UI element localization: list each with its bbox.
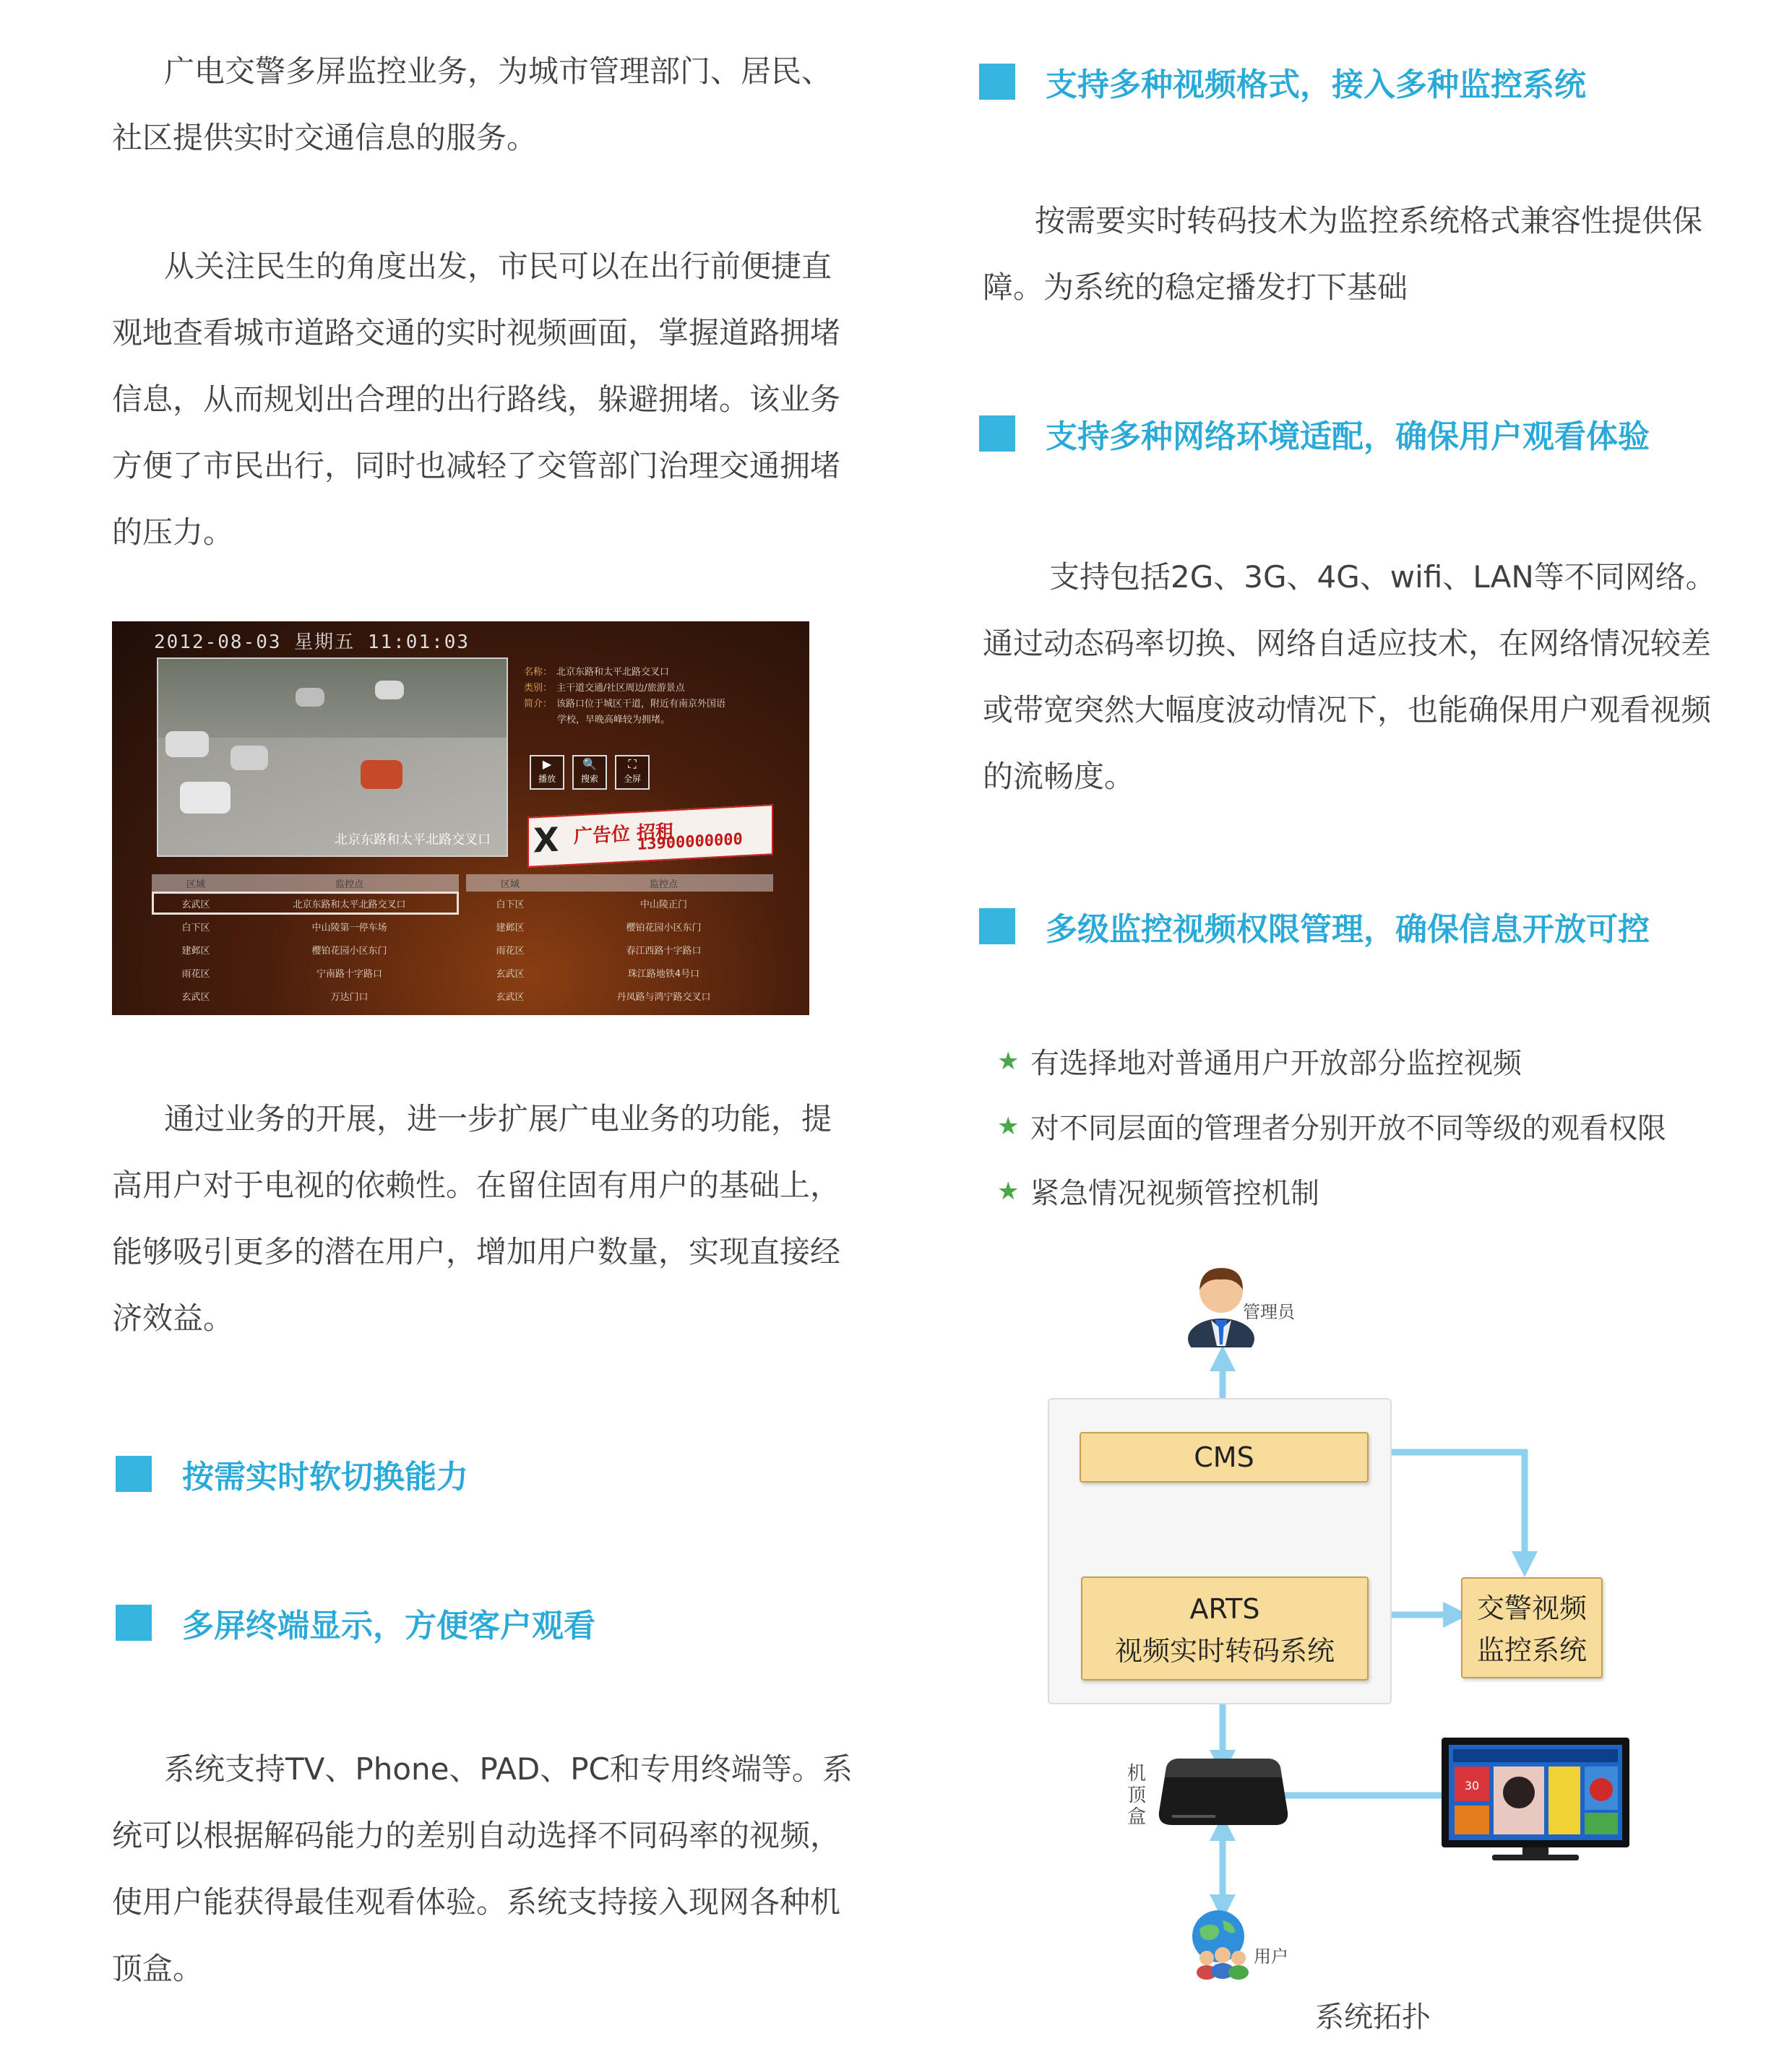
user-globe-icon [1185,1907,1257,1980]
heading-text: 多级监控视频权限管理，确保信息开放可控 [1046,911,1650,948]
bullet-text: 对不同层面的管理者分别开放不同等级的观看权限 [1030,1112,1666,1145]
text-line: 能够吸引更多的潜在用户，增加用户数量，实现直接经 [112,1234,841,1269]
text-line: 或带宽突然大幅度波动情况下，也能确保用户观看视频 [983,692,1712,728]
user-label: 用户 [1254,1946,1288,1967]
table-row[interactable]: 玄武区 丹凤路与鸿宁路交叉口 [496,991,711,1003]
play-icon: ▶ [542,757,552,771]
ad-phone: 13900000000 [637,830,743,854]
arts-box [1081,1576,1369,1681]
arrow-cms-police [1373,1452,1525,1564]
table-row[interactable]: 建邺区 樱铂花园小区东门 [181,945,387,957]
tv-icon [1442,1738,1629,1864]
text-line: 济效益。 [112,1300,234,1336]
bullet-text: 有选择地对普通用户开放部分监控视频 [1030,1047,1522,1080]
cms-box [1080,1432,1369,1483]
column-header: 区域 [152,874,240,892]
text-line: 系统支持TV、Phone、PAD、PC和专用终端等。系 [164,1751,853,1787]
police-system-box [1461,1577,1603,1678]
text-line: 高用户对于电视的依赖性。在留住固有用户的基础上， [112,1168,841,1203]
text-line: 障。为系统的稳定播发打下基础 [983,269,1408,305]
text-line: 社区提供实时交通信息的服务。 [112,120,538,155]
cms-label: CMS [1194,1441,1254,1473]
video-timestamp: 2012-08-03 星期五 11:01:03 [154,631,470,653]
heading-text: 按需实时软切换能力 [182,1459,468,1496]
arts-title: ARTS [1189,1593,1260,1625]
text-line: 信息，从而规划出合理的出行路线，躲避拥堵。该业务 [112,381,841,417]
table-row[interactable]: 玄武区 珠江路地铁4号口 [496,968,700,980]
text-line: 统可以根据解码能力的差别自动选择不同码率的视频， [112,1818,841,1853]
info-row: 类别： 主干道交通/社区周边/旅游景点 [524,683,685,694]
text-line: 方便了市民出行，同时也减轻了交管部门治理交通拥堵 [112,448,841,483]
info-row: 名称： 北京东路和太平北路交叉口 [524,667,670,678]
heading-text: 支持多种视频格式，接入多种监控系统 [1046,66,1586,103]
star-bullet-icon: ★ [997,1176,1020,1206]
table-row[interactable]: 雨花区 宁南路十字路口 [181,968,382,980]
diagram-caption: 系统拓扑 [1315,2001,1431,2034]
video-caption: 北京东路和太平北路交叉口 [335,832,491,847]
star-bullet-icon: ★ [997,1111,1020,1141]
text-line: 顶盒。 [112,1951,204,1986]
tv-screen-text: 30 [1464,1779,1480,1793]
column-header: 监控点 [554,874,773,892]
ad-x-mark: X [533,819,559,860]
text-line: 的压力。 [112,514,234,550]
table-row[interactable]: 白下区 中山陵正门 [496,899,687,910]
fullscreen-icon: ⛶ [628,757,637,771]
search-icon: 🔍 [582,757,597,771]
table-row[interactable]: 雨花区 春江西路十字路口 [496,945,702,957]
table-row[interactable]: 白下区 中山陵第一停车场 [181,922,387,933]
text-line: 的流畅度。 [983,759,1135,794]
table-row-selected[interactable]: 玄武区 北京东路和太平北路交叉口 [152,892,459,915]
set-top-box-icon [1155,1756,1292,1832]
fullscreen-button[interactable]: ⛶ 全屏 [615,755,650,790]
heading-text: 多屏终端显示，方便客户观看 [182,1608,595,1644]
text-line: 支持包括2G、3G、4G、wifi、LAN等不同网络。 [1049,559,1716,595]
text-line: 从关注民生的角度出发，市民可以在出行前便捷直 [164,249,832,284]
column-header: 监控点 [240,874,459,892]
text-line: 通过动态码率切换、网络自适应技术，在网络情况较差 [983,626,1712,661]
police-line1: 交警视频 [1476,1592,1587,1624]
play-button[interactable]: ▶ 播放 [530,755,564,790]
admin-label: 管理员 [1243,1302,1295,1322]
table-row[interactable]: 建邺区 樱铂花园小区东门 [496,922,702,933]
heading-text: 支持多种网络环境适配，确保用户观看体验 [1046,418,1650,455]
column-header: 区域 [466,874,554,892]
stb-label: 机顶盒 [1127,1763,1147,1828]
text-line: 按需要实时转码技术为监控系统格式兼容性提供保 [1035,203,1703,238]
arts-subtitle: 视频实时转码系统 [1114,1635,1335,1667]
text-line: 使用户能获得最佳观看体验。系统支持接入现网各种机 [112,1884,841,1920]
search-button[interactable]: 🔍 搜索 [572,755,607,790]
text-line: 广电交警多屏监控业务，为城市管理部门、居民、 [164,53,832,89]
ad-title: 广告位 招租 [574,821,675,848]
info-row: 学校，早晚高峰较为拥堵。 [557,715,671,725]
text-line: 通过业务的开展，进一步扩展广电业务的功能，提 [164,1101,832,1136]
star-bullet-icon: ★ [997,1046,1020,1076]
table-row[interactable]: 玄武区 万达门口 [181,991,369,1003]
info-row: 简介： 该路口位于城区干道，附近有南京外国语 [524,699,726,709]
police-line2: 监控系统 [1476,1634,1587,1666]
text-line: 观地查看城市道路交通的实时视频画面，掌握道路拥堵 [112,315,841,350]
bullet-text: 紧急情况视频管控机制 [1030,1177,1319,1210]
